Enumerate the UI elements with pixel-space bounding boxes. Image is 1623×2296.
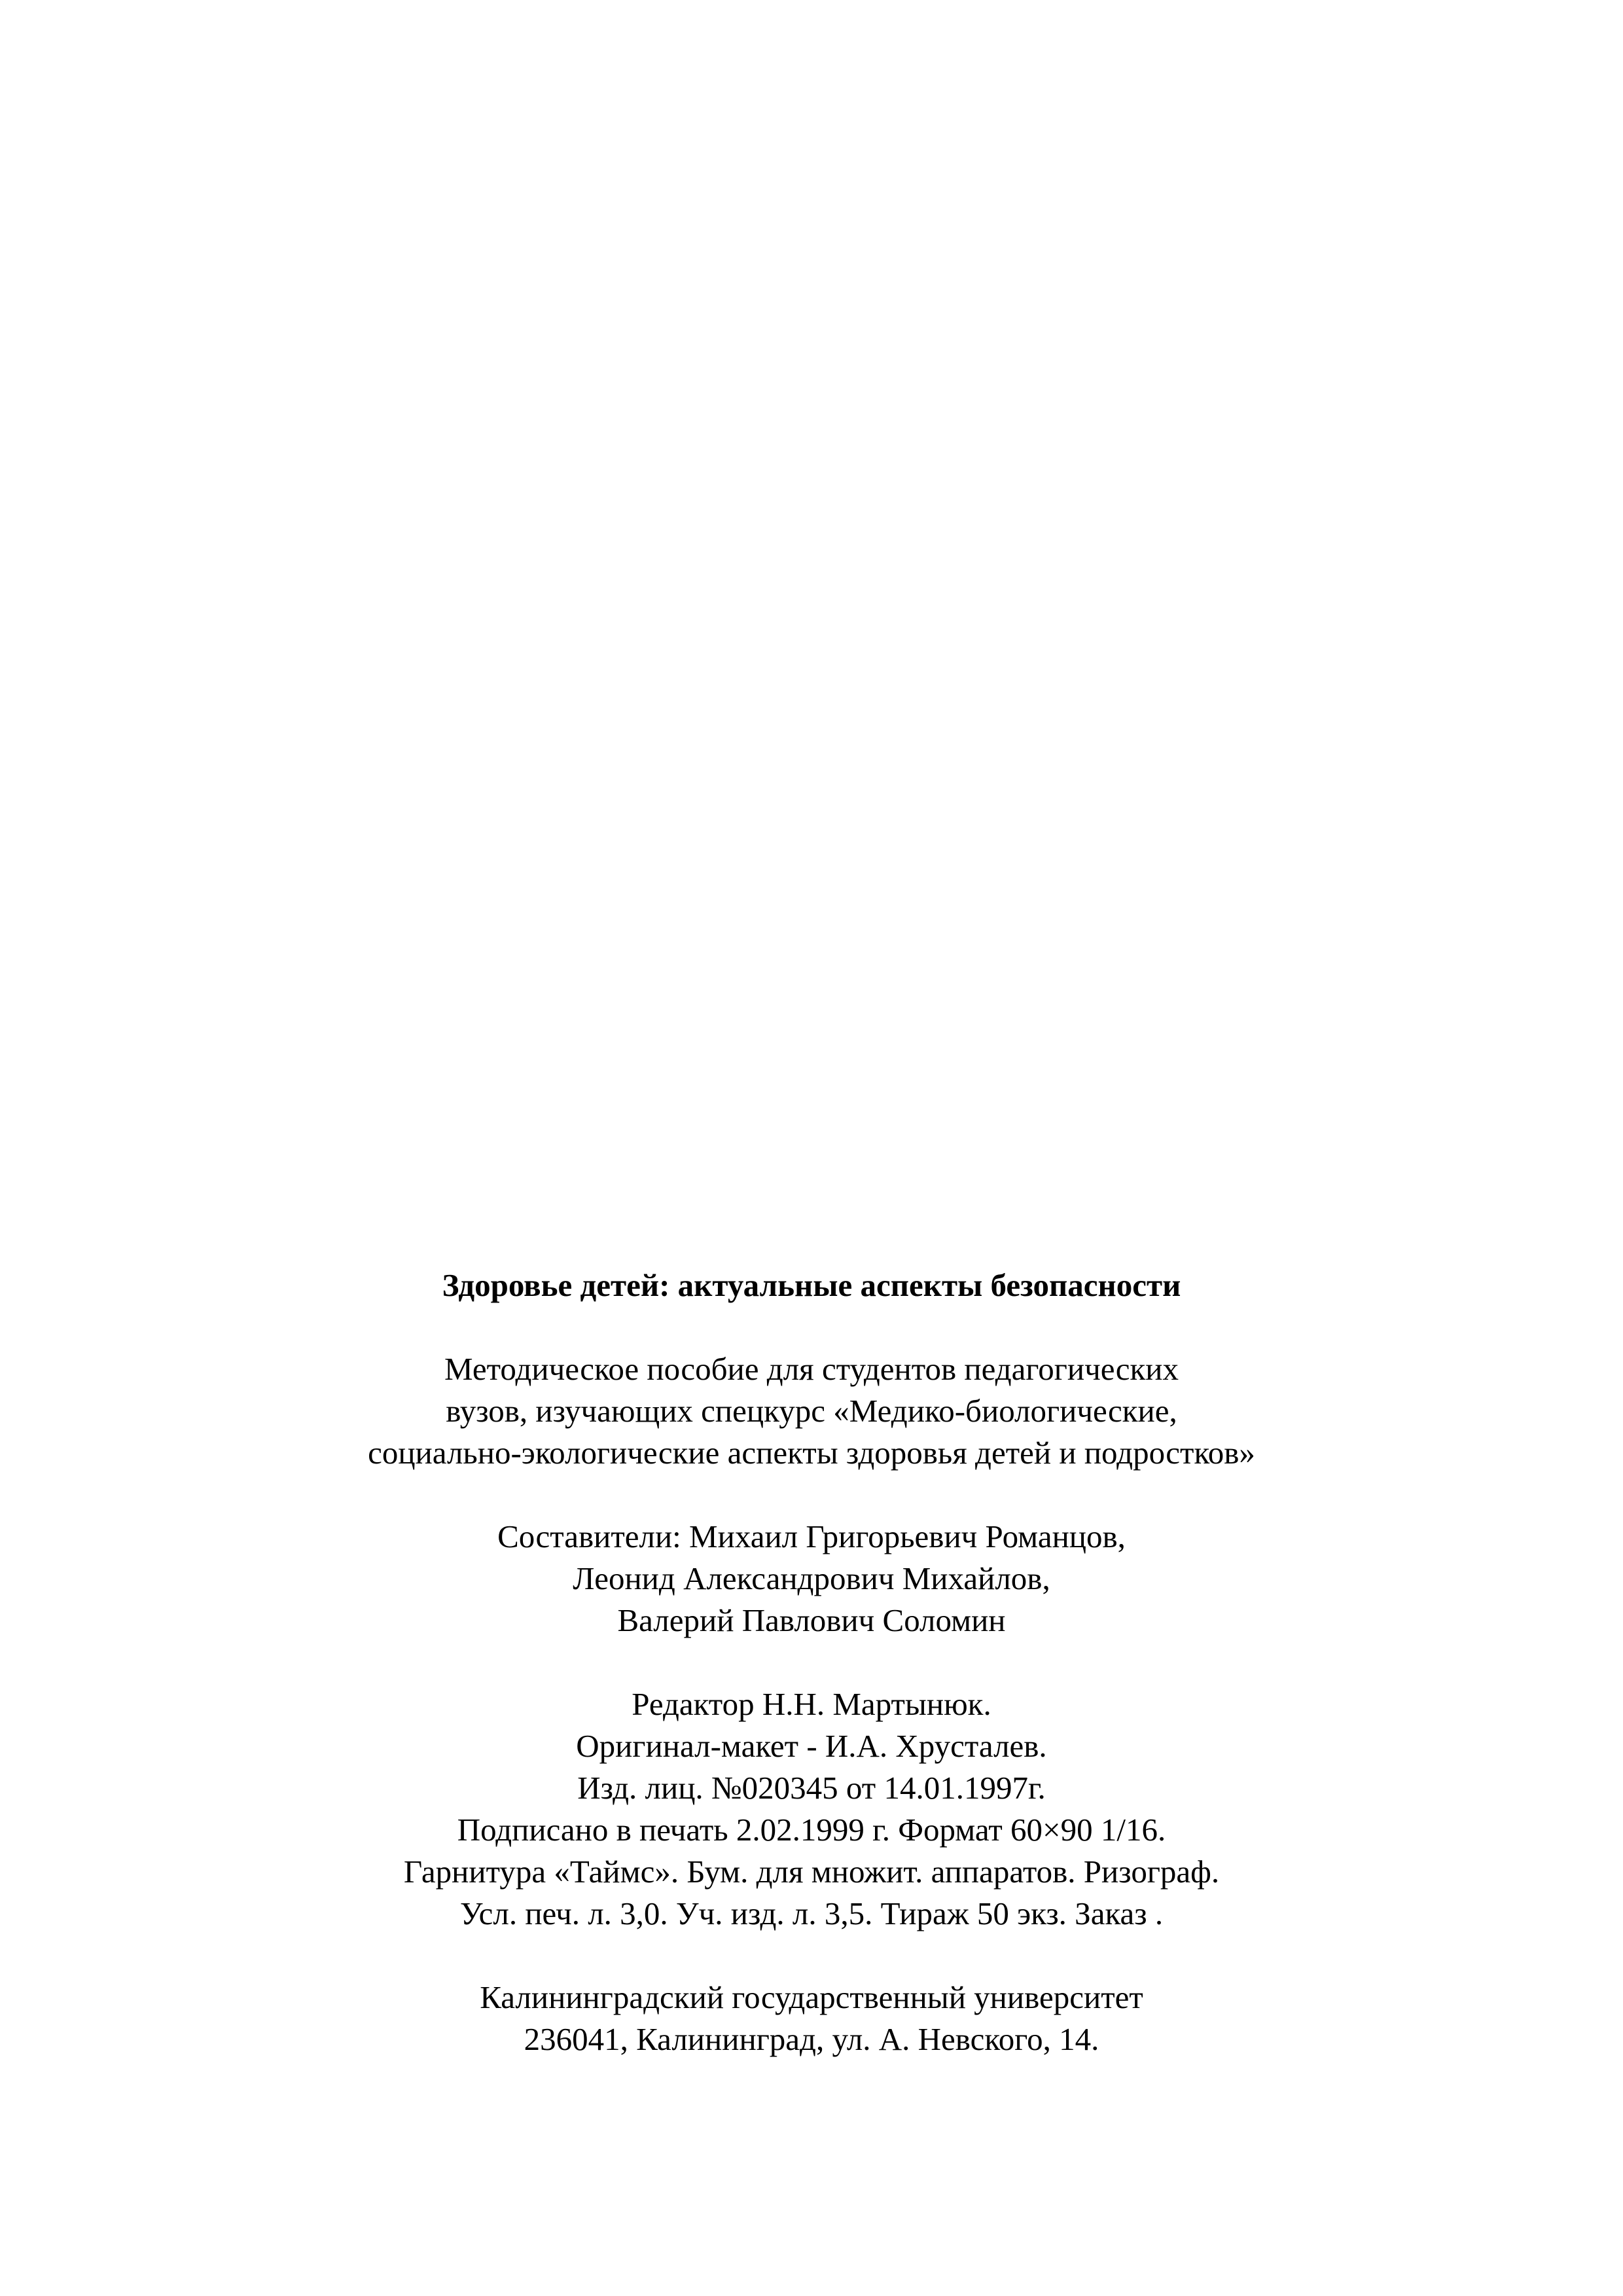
- description-line: вузов, изучающих спецкурс «Медико-биологические,: [446, 1393, 1177, 1429]
- spacer: [0, 1306, 1623, 1348]
- compiler-line: Валерий Павлович Соломин: [617, 1602, 1006, 1638]
- description-block: [0, 1348, 1623, 1474]
- imprint-line: Подписано в печать 2.02.1999 г. Формат 60×90 1/16.: [457, 1812, 1166, 1848]
- description-line: социально-экологические аспекты здоровья детей и подростков»: [368, 1435, 1255, 1471]
- description-line: Методическое пособие для студентов педагогических: [444, 1351, 1179, 1387]
- publisher-line: 236041, Калининград, ул. А. Невского, 14.: [524, 2021, 1099, 2057]
- imprint-line: Изд. лиц. №020345 от 14.01.1997г.: [577, 1770, 1046, 1806]
- colophon: [0, 1265, 1623, 2060]
- imprint-block: [0, 1683, 1623, 1935]
- spacer: [0, 1935, 1623, 1977]
- spacer: [0, 1474, 1623, 1516]
- publisher-line: Калининградский государственный университет: [480, 1979, 1143, 2015]
- imprint-line: Гарнитура «Таймс». Бум. для множит. аппаратов. Ризограф.: [403, 1854, 1220, 1890]
- imprint-line: Усл. печ. л. 3,0. Уч. изд. л. 3,5. Тираж 50 экз. Заказ .: [459, 1895, 1164, 1931]
- compilers-block: [0, 1516, 1623, 1641]
- spacer: [0, 1641, 1623, 1683]
- compiler-line: Составители: Михаил Григорьевич Романцов,: [497, 1518, 1126, 1554]
- compiler-line: Леонид Александрович Михайлов,: [573, 1560, 1050, 1596]
- publisher-block: [0, 1977, 1623, 2060]
- imprint-line: Оригинал-макет - И.А. Хрусталев.: [576, 1728, 1047, 1764]
- imprint-line: Редактор Н.Н. Мартынюк.: [632, 1686, 991, 1722]
- book-title: Здоровье детей: актуальные аспекты безопасности: [442, 1267, 1181, 1303]
